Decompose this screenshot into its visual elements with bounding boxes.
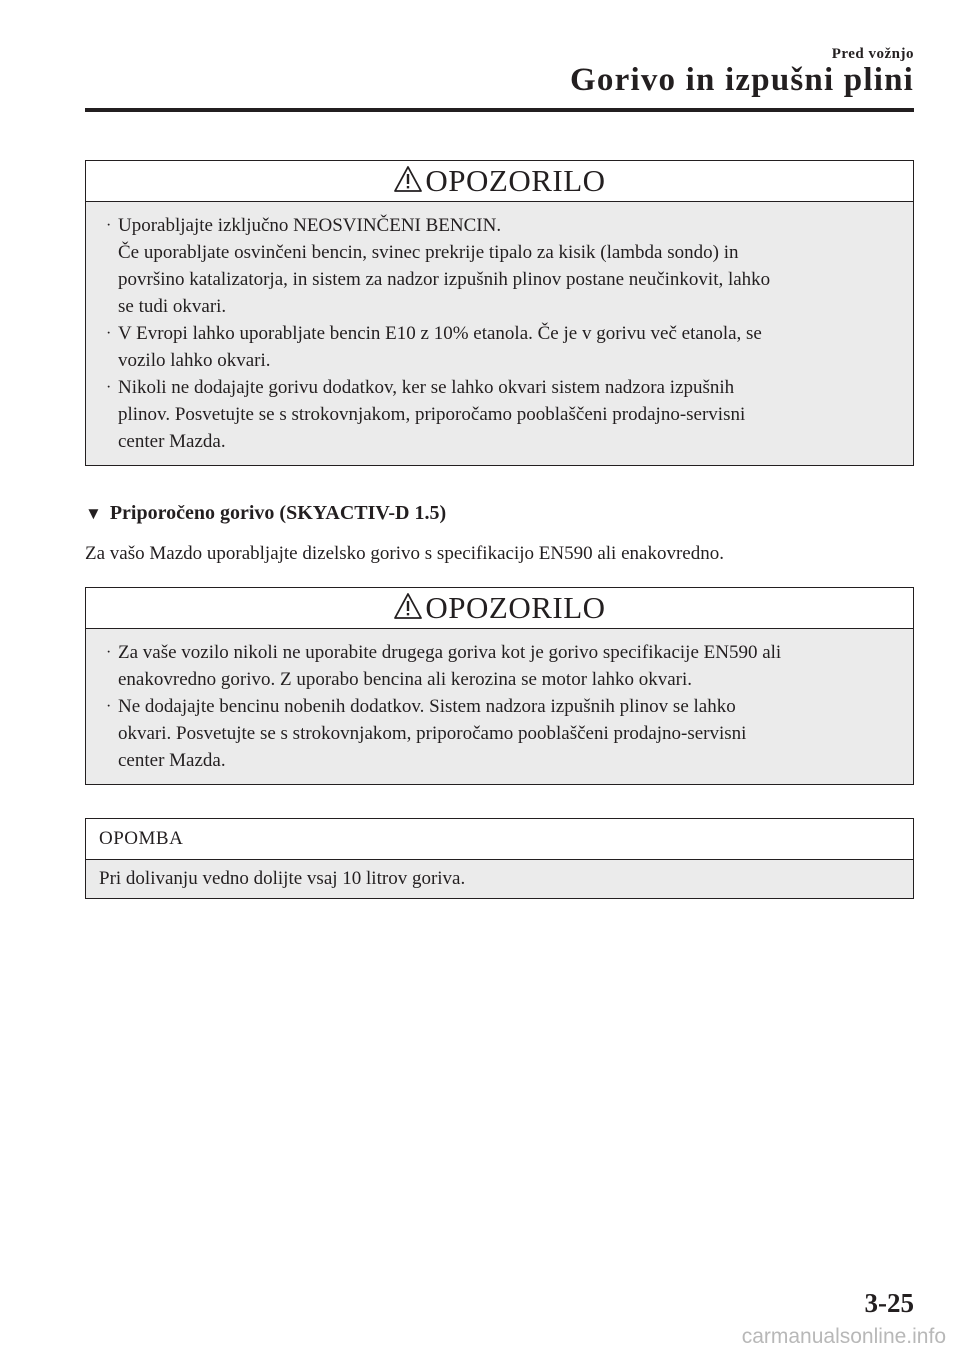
- bullet-line: enakovredno gorivo. Z uporabo bencina ali kerozina se motor lahko okvari.: [118, 669, 693, 690]
- warning-bullet-list: [100, 639, 889, 774]
- bullet-line: center Mazda.: [118, 750, 226, 771]
- warning-bullet-item: [100, 374, 889, 455]
- bullet-dot: ·: [106, 325, 112, 342]
- warning-box-1: [85, 160, 914, 466]
- bullet-line: center Mazda.: [118, 431, 226, 452]
- warning-box-header: [86, 588, 913, 629]
- warning-box-header: [86, 161, 913, 202]
- warning-bullet-item: [100, 639, 889, 693]
- watermark: carmanualsonline.info: [741, 1325, 946, 1348]
- bullet-dot: ·: [106, 698, 112, 715]
- header-rule: [85, 108, 914, 112]
- bullet-line: Ne dodajajte bencinu nobenih dodatkov. Sistem nadzora izpušnih plinov se lahko: [118, 696, 736, 717]
- warning-bullet-list: [100, 212, 889, 455]
- page-number: 3-25: [864, 1288, 914, 1318]
- warning-bullet-item: [100, 212, 889, 320]
- page-title: Gorivo in izpušni plini: [570, 62, 914, 98]
- warning-triangle-icon: [393, 165, 423, 193]
- warning-triangle-icon: [393, 592, 423, 620]
- bullet-line: okvari. Posvetujte se s strokovnjakom, priporočamo pooblaščeni prodajno-servisni: [118, 723, 747, 744]
- bullet-line: Nikoli ne dodajajte gorivu dodatkov, ker se lahko okvari sistem nadzora izpušnih: [118, 377, 735, 398]
- warning-box-body: [86, 629, 913, 784]
- section-heading: [85, 502, 446, 525]
- bullet-dot: ·: [106, 217, 112, 234]
- section-paragraph: Za vašo Mazdo uporabljajte dizelsko gorivo s specifikacijo EN590 ali enakovredno.: [85, 543, 724, 564]
- bullet-dot: ·: [106, 379, 112, 396]
- section-heading-text: Priporočeno gorivo (SKYACTIV-D 1.5): [109, 502, 447, 524]
- bullet-line: se tudi okvari.: [118, 296, 227, 317]
- warning-box-body: [86, 202, 913, 465]
- warning-box-2: [85, 587, 914, 785]
- note-text: Pri dolivanju vedno dolijte vsaj 10 litrov goriva.: [86, 860, 913, 898]
- bullet-dot: ·: [106, 644, 112, 661]
- bullet-line: površino katalizatorja, in sistem za nadzor izpušnih plinov postane neučinkovit, lahko: [118, 269, 771, 290]
- warning-label: OPOZORILO: [425, 590, 606, 625]
- bullet-line: Uporabljajte izključno NEOSVINČENI BENCIN.: [118, 215, 502, 236]
- bullet-line: Za vaše vozilo nikoli ne uporabite drugega goriva kot je gorivo specifikacije EN590 ali: [118, 642, 782, 663]
- note-label: OPOMBA: [86, 819, 913, 860]
- bullet-line: vozilo lahko okvari.: [118, 350, 271, 371]
- note-box: [85, 818, 914, 899]
- warning-bullet-item: [100, 320, 889, 374]
- bullet-line: plinov. Posvetujte se s strokovnjakom, priporočamo pooblaščeni prodajno-servisni: [118, 404, 746, 425]
- running-header-section: Pred vožnjo: [831, 46, 914, 62]
- bullet-line: V Evropi lahko uporabljate bencin E10 z 10% etanola. Če je v gorivu več etanola, se: [118, 323, 762, 344]
- bullet-line: Če uporabljate osvinčeni bencin, svinec prekrije tipalo za kisik (lambda sondo) in: [118, 242, 739, 263]
- triangle-down-icon: ▼: [85, 504, 102, 523]
- warning-label: OPOZORILO: [425, 163, 606, 198]
- warning-bullet-item: [100, 693, 889, 774]
